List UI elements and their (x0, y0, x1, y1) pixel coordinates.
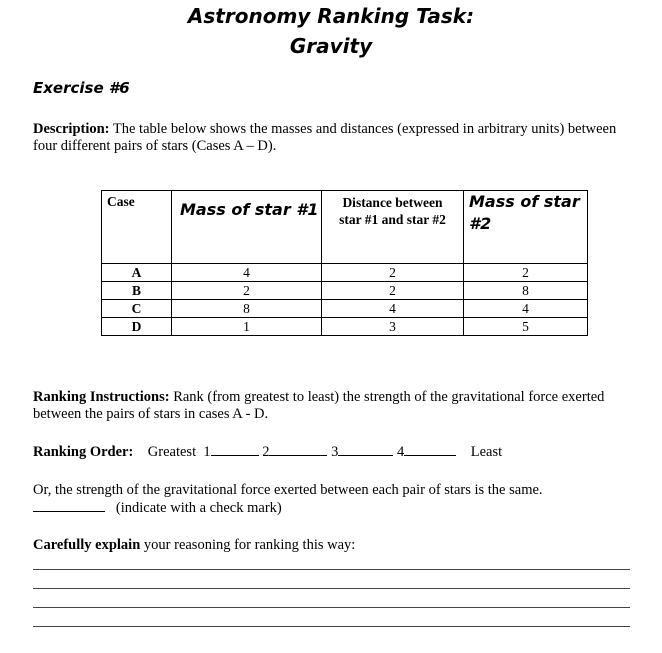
header-case: Case (102, 191, 172, 264)
ranking-instructions-text: Rank (from greatest to least) the strength of the gravitational force exerted between the pairs of stars in cases A - D. (33, 389, 605, 422)
same-option-check (33, 499, 282, 517)
explain-prompt (33, 537, 355, 554)
rank-number-3: 3 (331, 444, 339, 460)
header-distance (322, 191, 464, 264)
rank-blank-1[interactable] (211, 443, 259, 456)
row-case: C (102, 300, 172, 318)
rank-blank-2[interactable] (269, 443, 327, 456)
row-distance: 2 (322, 282, 464, 300)
answer-line[interactable] (33, 607, 630, 608)
row-mass1: 4 (172, 264, 322, 282)
row-mass2: 2 (464, 264, 588, 282)
rank-number-4: 4 (396, 444, 405, 460)
answer-line[interactable] (33, 588, 630, 589)
header-mass2: Mass of star #2 (464, 191, 588, 264)
rank-number-2: 2 (262, 444, 270, 460)
table-row (102, 300, 588, 318)
rank-number-1: 1 (203, 444, 211, 460)
explain-label: Carefully explain (33, 537, 141, 553)
same-option-text: Or, the strength of the gravitational force exerted between each pair of stars is the same. (33, 482, 543, 498)
rank-blank-3[interactable] (338, 443, 393, 456)
description-paragraph (33, 121, 633, 155)
header-mass1: Mass of star #1 (172, 191, 322, 264)
header-distance-line2: star #1 and star #2 (339, 212, 446, 227)
same-check-blank[interactable] (33, 499, 105, 512)
page-subtitle: Gravity (289, 34, 373, 58)
row-distance: 4 (322, 300, 464, 318)
row-case: A (102, 264, 172, 282)
ranking-instructions (33, 389, 633, 423)
page-title: Astronomy Ranking Task: (187, 4, 475, 28)
row-case: B (102, 282, 172, 300)
cases-table (101, 190, 588, 336)
row-mass2: 5 (464, 318, 588, 336)
table-row (102, 282, 588, 300)
ranking-instructions-label: Ranking Instructions: (33, 389, 170, 405)
table-header-row (102, 191, 588, 264)
header-distance-line1: Distance between (342, 195, 443, 210)
row-mass1: 8 (172, 300, 322, 318)
rank-blank-4[interactable] (404, 443, 456, 456)
row-mass2: 4 (464, 300, 588, 318)
answer-line[interactable] (33, 626, 630, 627)
answer-line[interactable] (33, 569, 630, 570)
explain-text: your reasoning for ranking this way: (140, 537, 356, 553)
row-distance: 2 (322, 264, 464, 282)
row-case: D (102, 318, 172, 336)
ranking-order (33, 443, 502, 461)
table-row (102, 264, 588, 282)
row-mass2: 8 (464, 282, 588, 300)
greatest-label: Greatest (147, 444, 197, 460)
row-mass1: 2 (172, 282, 322, 300)
description-text: The table below shows the masses and distances (expressed in arbitrary units) between four different pairs of stars (Cases A – D). (33, 121, 617, 154)
row-distance: 3 (322, 318, 464, 336)
row-mass1: 1 (172, 318, 322, 336)
check-instruction: (indicate with a check mark) (115, 500, 282, 516)
ranking-order-label: Ranking Order: (33, 444, 134, 460)
description-label: Description: (33, 121, 110, 137)
least-label: Least (470, 444, 503, 460)
exercise-heading: Exercise #6 (33, 79, 130, 97)
table-row (102, 318, 588, 336)
